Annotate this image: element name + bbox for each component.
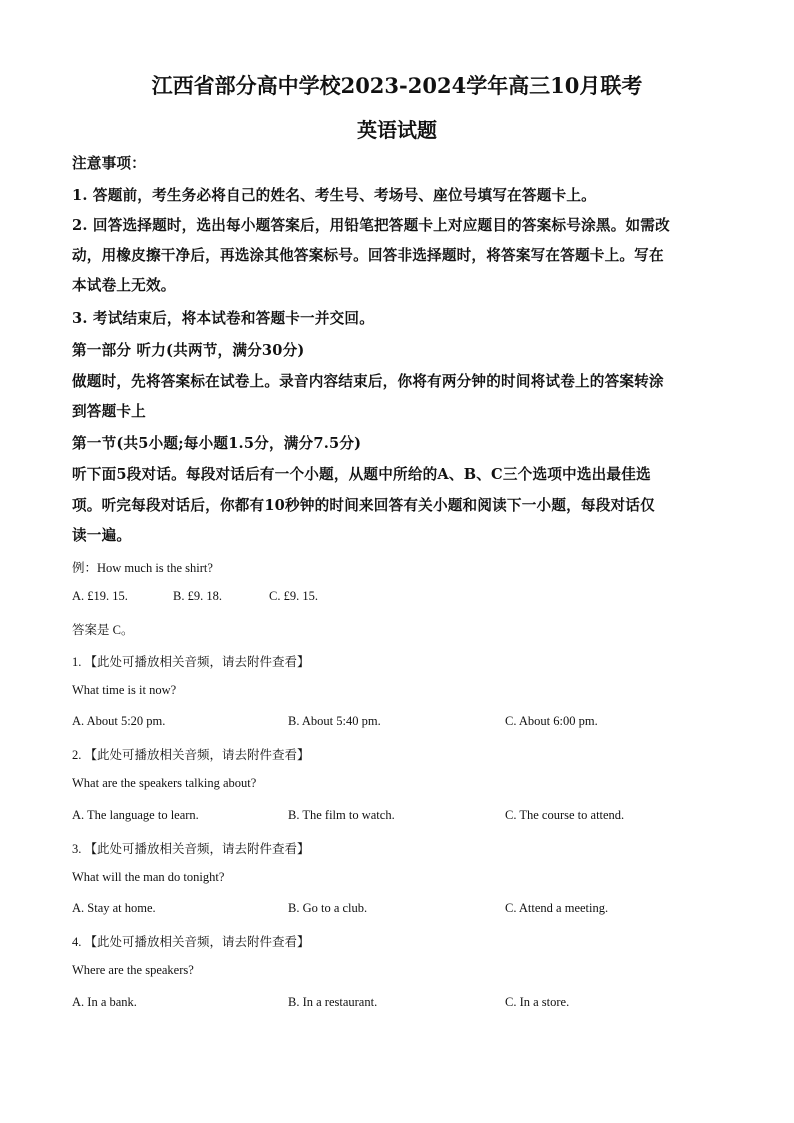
notes-item: 本试卷上无效。	[72, 277, 176, 294]
question-text: What are the speakers talking about?	[72, 776, 257, 790]
section1-intro: 读一遍。	[72, 527, 132, 544]
option-a: A. About 5:20 pm.	[72, 714, 166, 728]
question-options	[72, 901, 724, 919]
option-b: B. About 5:40 pm.	[288, 714, 381, 728]
option-c: C. Attend a meeting.	[505, 901, 609, 915]
question-options	[72, 808, 724, 826]
option-a: A. Stay at home.	[72, 901, 156, 915]
notes-heading: 注意事项：	[72, 155, 146, 172]
section1-intro: 项。听完每段对话后，你都有10秒钟的时间来回答有关小题和阅读下一小题，每段对话仅	[72, 497, 655, 514]
question-number: 1. 【此处可播放相关音频，请去附件查看】	[72, 655, 310, 669]
example-question: 例：How much is the shirt?	[72, 561, 213, 575]
page-title: 江西省部分高中学校2023-2024学年高三10月联考	[151, 73, 643, 98]
part1-heading: 第一部分 听力(共两节，满分30分)	[72, 342, 305, 359]
option-c: C. About 6:00 pm.	[505, 714, 598, 728]
example-answer: 答案是 C。	[72, 623, 134, 637]
option-a: A. £19. 15.	[72, 589, 128, 603]
question-options	[72, 995, 724, 1013]
page-subtitle: 英语试题	[357, 118, 437, 142]
option-b: B. In a restaurant.	[288, 995, 378, 1009]
question-options	[72, 714, 724, 732]
question-number: 3. 【此处可播放相关音频，请去附件查看】	[72, 842, 310, 856]
section1-heading: 第一节(共5小题;每小题1.5分，满分7.5分)	[72, 435, 362, 452]
option-b: B. Go to a club.	[288, 901, 368, 915]
option-c: C. £9. 15.	[269, 589, 318, 603]
part1-intro: 到答题卡上	[72, 403, 146, 420]
option-b: B. The film to watch.	[288, 808, 395, 822]
option-c: C. In a store.	[505, 995, 570, 1009]
option-a: A. In a bank.	[72, 995, 137, 1009]
question-text: What will the man do tonight?	[72, 870, 225, 884]
question-number: 2. 【此处可播放相关音频，请去附件查看】	[72, 748, 310, 762]
notes-item: 动，用橡皮擦干净后，再选涂其他答案标号。回答非选择题时，将答案写在答题卡上。写在	[72, 247, 664, 264]
question-text: What time is it now?	[72, 683, 177, 697]
part1-intro: 做题时，先将答案标在试卷上。录音内容结束后，你将有两分钟的时间将试卷上的答案转涂	[72, 373, 664, 390]
question-text: Where are the speakers?	[72, 963, 194, 977]
section1-intro: 听下面5段对话。每段对话后有一个小题，从题中所给的A、B、C三个选项中选出最佳选	[72, 466, 651, 483]
notes-item: 2. 回答选择题时，选出每小题答案后，用铅笔把答题卡上对应题目的答案标号涂黑。如需改	[72, 217, 670, 234]
notes-item: 1. 答题前，考生务必将自己的姓名、考生号、考场号、座位号填写在答题卡上。	[72, 187, 596, 204]
option-c: C. The course to attend.	[505, 808, 625, 822]
notes-item: 3. 考试结束后，将本试卷和答题卡一并交回。	[72, 310, 374, 327]
question-number: 4. 【此处可播放相关音频，请去附件查看】	[72, 935, 310, 949]
option-a: A. The language to learn.	[72, 808, 199, 822]
example-options	[72, 589, 724, 607]
option-b: B. £9. 18.	[173, 589, 222, 603]
